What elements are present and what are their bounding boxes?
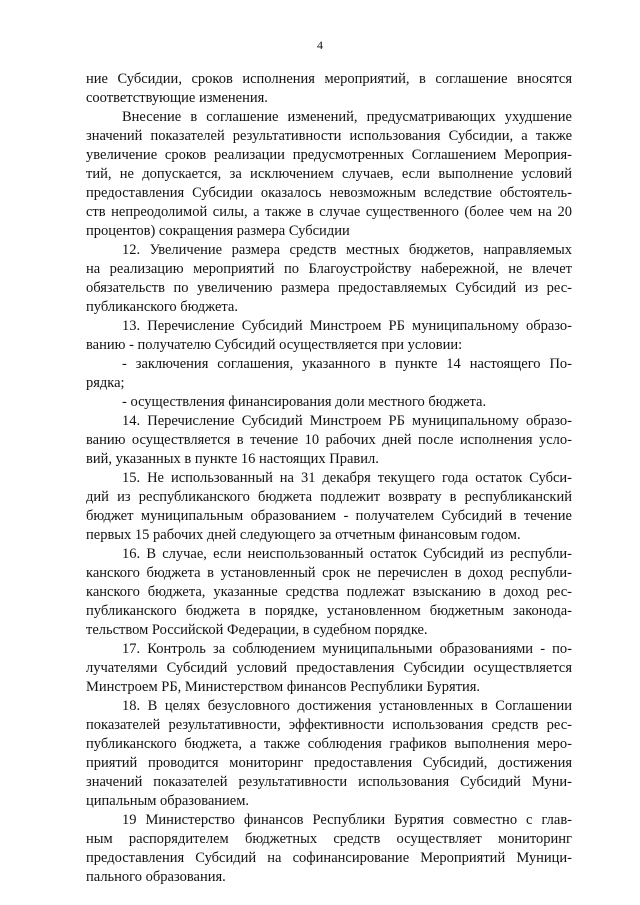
text-line: пального образования.: [86, 869, 226, 885]
text-line: приятий проводится мониторинг предоставления Субсидий, достижения: [86, 755, 572, 771]
text-line: ванию - получателю Субсидий осуществляется при условии:: [86, 337, 463, 353]
text-line: ванию осуществляется в течение 10 рабочих дней после исполнения усло-: [86, 432, 572, 448]
text-line: предоставления Субсидии оказалось невозможным вследствие обстоятель-: [86, 185, 572, 201]
text-line: ципальным образованием.: [86, 793, 250, 809]
text-line: на реализацию мероприятий по Благоустройству набережной, не влечет: [86, 261, 572, 277]
text-line: первых 15 рабочих дней следующего за отчетным финансовым годом.: [86, 527, 521, 543]
text-line: - осуществления финансирования доли местного бюджета.: [122, 394, 487, 410]
text-line: 15. Не использованный на 31 декабря текущего года остаток Субси-: [122, 470, 572, 486]
text-line: ным распорядителем бюджетных средств осуществляет мониторинг: [86, 831, 572, 847]
text-line: предоставления Субсидий на софинансирование Мероприятий Муници-: [86, 850, 572, 866]
text-line: 19 Министерство финансов Республики Бурятия совместно с глав-: [122, 812, 572, 828]
text-line: обязательств по увеличению размера предоставляемых Субсидий из рес-: [86, 280, 572, 296]
text-line: тельством Российской Федерации, в судебном порядке.: [86, 622, 428, 638]
text-line: ств непреодолимой силы, а также в случае существенного (более чем на 20: [86, 204, 572, 220]
text-line: 12. Увеличение размера средств местных бюджетов, направляемых: [122, 242, 572, 258]
text-line: 18. В целях безусловного достижения установленных в Соглашении: [122, 698, 572, 714]
text-line: Минстроем РБ, Министерством финансов Республики Бурятия.: [86, 679, 480, 695]
text-line: канского бюджета в установленный срок не перечислен в доход республи-: [86, 565, 572, 581]
text-line: бюджет муниципальным образованием - получателем Субсидий в течение: [86, 508, 572, 524]
text-line: значений показателей результативности использования Субсидий Муни-: [86, 774, 572, 790]
text-line: 16. В случае, если неиспользованный остаток Субсидий из республи-: [122, 546, 572, 562]
text-line: ние Субсидии, сроков исполнения мероприятий, в соглашение вносятся: [86, 71, 572, 87]
text-line: лучателями Субсидий условий предоставления Субсидии осуществляется: [86, 660, 572, 676]
text-line: соответствующие изменения.: [86, 90, 268, 106]
text-line: публиканского бюджета в порядке, установленном бюджетным законода-: [86, 603, 572, 619]
text-line: вий, указанных в пункте 16 настоящих Правил.: [86, 451, 379, 467]
text-line: тий, не допускается, за исключением случаев, если выполнение условий: [86, 166, 572, 182]
page-number: 4: [317, 38, 323, 52]
text-line: публиканского бюджета, а также соблюдения графиков выполнения меро-: [86, 736, 572, 752]
text-line: показателей результативности, эффективности использования средств рес-: [86, 717, 572, 733]
text-line: процентов) сокращения размера Субсидии: [86, 223, 350, 239]
document-body: [86, 70, 572, 887]
text-line: рядка;: [86, 375, 125, 391]
text-line: дий из республиканского бюджета подлежит возврату в республиканский: [86, 489, 572, 505]
text-line: Внесение в соглашение изменений, предусматривающих ухудшение: [122, 109, 572, 125]
text-line: 13. Перечисление Субсидий Минстроем РБ муниципальному образо-: [122, 318, 572, 334]
text-line: канского бюджета, указанные средства подлежат взысканию в доход рес-: [86, 584, 572, 600]
text-line: - заключения соглашения, указанного в пункте 14 настоящего По-: [122, 356, 572, 372]
text-line: увеличение сроков реализации предусмотренных Соглашением Мероприя-: [86, 147, 572, 163]
text-line: 17. Контроль за соблюдением муниципальными образованиями - по-: [122, 641, 572, 657]
text-line: публиканского бюджета.: [86, 299, 238, 315]
text-line: значений показателей результативности использования Субсидии, а также: [86, 128, 572, 144]
text-line: 14. Перечисление Субсидий Минстроем РБ муниципальному образо-: [122, 413, 572, 429]
